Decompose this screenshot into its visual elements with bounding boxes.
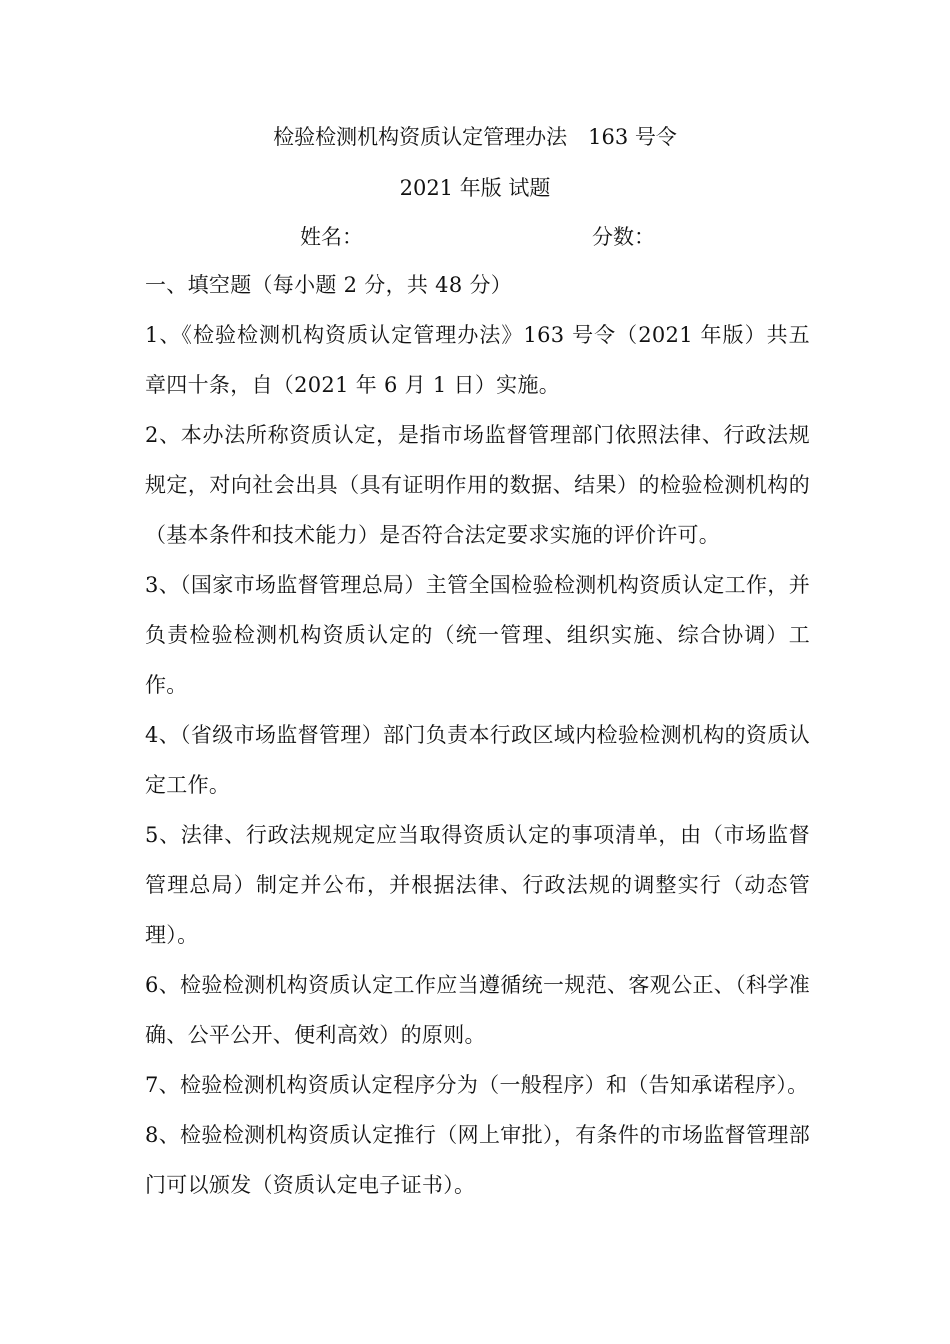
document-title: 检验检测机构资质认定管理办法 163 号令 [273, 125, 677, 149]
question-7: 7、检验检测机构资质认定程序分为（一般程序）和（告知承诺程序）。 [145, 1073, 809, 1097]
question-8: 8、检验检测机构资质认定推行（网上审批），有条件的市场监督管理部门可以颁发（资质认定电子证书）。 [145, 1123, 810, 1197]
question-5: 5、法律、行政法规规定应当取得资质认定的事项清单，由（市场监督管理总局）制定并公布，并根据法律、行政法规的调整实行（动态管理）。 [145, 823, 810, 947]
question-4: 4、（省级市场监督管理）部门负责本行政区域内检验检测机构的资质认定工作。 [145, 723, 810, 797]
score-field-label: 分数： [592, 225, 655, 249]
question-3: 3、（国家市场监督管理总局）主管全国检验检测机构资质认定工作，并负责检验检测机构资质认定的（统一管理、组织实施、综合协调）工作。 [145, 573, 810, 697]
question-1: 1、《检验检测机构资质认定管理办法》163 号令（2021 年版）共五章四十条，自（2021 年 6 月 1 日）实施。 [145, 323, 810, 397]
name-field-label: 姓名： [300, 225, 363, 249]
section-heading: 一、填空题（每小题 2 分，共 48 分） [145, 273, 513, 297]
question-6: 6、检验检测机构资质认定工作应当遵循统一规范、客观公正、（科学准确、公平公开、便利高效）的原则。 [145, 973, 810, 1047]
question-2: 2、本办法所称资质认定，是指市场监督管理部门依照法律、行政法规规定，对向社会出具（具有证明作用的数据、结果）的检验检测机构的（基本条件和技术能力）是否符合法定要求实施的评价许可。 [145, 423, 810, 547]
document-subtitle: 2021 年版 试题 [399, 176, 551, 200]
